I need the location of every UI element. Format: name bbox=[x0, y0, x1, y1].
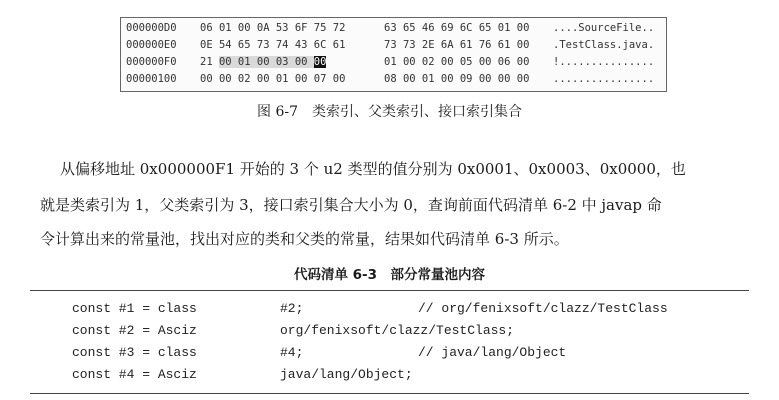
hex-offset: 000000E0 bbox=[126, 39, 177, 51]
code-line bbox=[0, 365, 779, 385]
hex-ascii: .TestClass.java. bbox=[553, 39, 655, 51]
figure-caption: 图 6-7 类索引、父类索引、接口索引集合 bbox=[257, 104, 522, 120]
code-decl: const #1 = class bbox=[72, 301, 197, 316]
code-decl: const #2 = Asciz bbox=[72, 323, 197, 338]
hex-bytes-a: 06 01 00 0A 53 6F 75 72 bbox=[200, 22, 346, 34]
hex-bytes-b: 08 00 01 00 09 00 00 00 bbox=[384, 73, 530, 85]
listing-top-rule bbox=[30, 290, 749, 291]
code-line bbox=[0, 321, 779, 341]
hex-row bbox=[121, 37, 666, 54]
paragraph-line: 从偏移地址 0x000000F1 开始的 3 个 u2 类型的值分别为 0x0001、0x0003、0x0000，也 bbox=[60, 160, 686, 178]
hex-bytes-pre: 21 bbox=[200, 56, 219, 68]
code-value: #4; bbox=[280, 345, 304, 360]
hex-offset: 00000100 bbox=[126, 73, 177, 85]
code-line bbox=[0, 343, 779, 363]
hex-ascii: !............... bbox=[553, 56, 655, 68]
hex-bytes-a: 0E 54 65 73 74 43 6C 61 bbox=[200, 39, 346, 51]
code-decl: const #3 = class bbox=[72, 345, 197, 360]
listing-title: 代码清单 6-3 部分常量池内容 bbox=[293, 267, 486, 283]
code-value: org/fenixsoft/clazz/TestClass; bbox=[280, 323, 515, 338]
hex-bytes-highlight: 00 01 00 03 00 bbox=[218, 56, 314, 68]
hex-dump-panel bbox=[120, 17, 667, 92]
hex-bytes-a: 00 00 02 00 01 00 07 00 bbox=[200, 73, 346, 85]
hex-row-highlighted bbox=[121, 54, 666, 71]
code-comment: // java/lang/Object bbox=[418, 345, 567, 360]
hex-offset: 000000F0 bbox=[126, 56, 177, 68]
hex-bytes-b: 01 00 02 00 05 00 06 00 bbox=[384, 56, 530, 68]
code-comment: // org/fenixsoft/clazz/TestClass bbox=[418, 301, 668, 316]
hex-cursor-byte: 00 bbox=[313, 56, 327, 68]
hex-bytes-b: 63 65 46 69 6C 65 01 00 bbox=[384, 22, 530, 34]
hex-bytes-b: 73 73 2E 6A 61 76 61 00 bbox=[384, 39, 530, 51]
hex-row bbox=[121, 71, 666, 88]
listing-bottom-rule bbox=[30, 393, 749, 394]
code-value: #2; bbox=[280, 301, 304, 316]
code-decl: const #4 = Asciz bbox=[72, 367, 197, 382]
code-value: java/lang/Object; bbox=[280, 367, 413, 382]
code-line bbox=[0, 299, 779, 319]
hex-bytes-a bbox=[200, 54, 326, 71]
paragraph-line: 令计算出来的常量池，找出对应的类和父类的常量，结果如代码清单 6-3 所示。 bbox=[40, 230, 569, 248]
paragraph-line: 就是类索引为 1，父类索引为 3，接口索引集合大小为 0，查询前面代码清单 6-2 中 javap 命 bbox=[40, 196, 662, 214]
hex-ascii: ................ bbox=[553, 73, 655, 85]
hex-offset: 000000D0 bbox=[126, 22, 177, 34]
hex-ascii: ....SourceFile.. bbox=[553, 22, 655, 34]
hex-row bbox=[121, 20, 666, 37]
